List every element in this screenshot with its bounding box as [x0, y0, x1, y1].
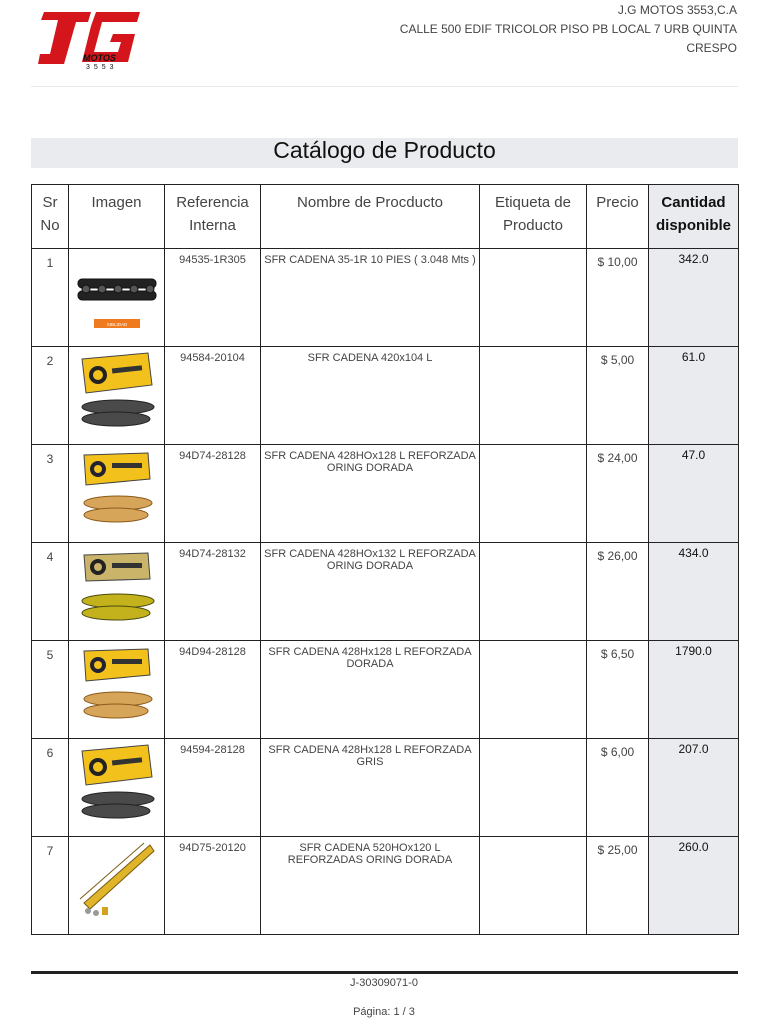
- row-qty: 207.0: [649, 739, 739, 837]
- company-info: [387, 1, 737, 58]
- table-row: [32, 445, 739, 543]
- footer-pagination: [0, 1006, 768, 1018]
- title-bar: [31, 138, 738, 168]
- row-image: [69, 249, 165, 347]
- table-row: [32, 837, 739, 935]
- page-title: Catálogo de Producto: [273, 137, 496, 163]
- row-ref: 94D74-28128: [165, 445, 261, 543]
- table-row: [32, 249, 739, 347]
- product-chain-box-image: [76, 645, 158, 725]
- row-qty: 47.0: [649, 445, 739, 543]
- footer-tax-id: J-30309071-0: [350, 977, 418, 989]
- row-price: $ 6,50: [587, 641, 649, 739]
- row-label: [480, 249, 587, 347]
- row-sr: 1: [32, 249, 69, 347]
- row-name: SFR CADENA 428Hx128 L REFORZADA DORADA: [261, 641, 480, 739]
- svg-text:3553: 3553: [86, 64, 118, 70]
- svg-text:SIBLIDAD: SIBLIDAD: [106, 322, 127, 327]
- row-name: SFR CADENA 428Hx128 L REFORZADA GRIS: [261, 739, 480, 837]
- row-image: [69, 739, 165, 837]
- company-address: CALLE 500 EDIF TRICOLOR PISO PB LOCAL 7 URB QUINTA CRESPO: [399, 22, 737, 55]
- product-chain-box-image: [76, 743, 158, 823]
- product-gold-chain-image: [76, 841, 158, 921]
- row-ref: 94594-28128: [165, 739, 261, 837]
- product-chain-box-image: [76, 351, 158, 431]
- row-price: $ 5,00: [587, 347, 649, 445]
- page-label: Página:: [353, 1006, 391, 1018]
- row-image: [69, 543, 165, 641]
- row-price: $ 24,00: [587, 445, 649, 543]
- company-logo: [36, 12, 142, 70]
- col-header-label: Etiqueta de Producto: [480, 185, 587, 249]
- row-label: [480, 445, 587, 543]
- product-chain-box-image: [76, 449, 158, 529]
- header-divider: [31, 86, 738, 87]
- row-label: [480, 543, 587, 641]
- row-price: $ 25,00: [587, 837, 649, 935]
- row-sr: 7: [32, 837, 69, 935]
- row-label: [480, 347, 587, 445]
- page-separator: /: [402, 1006, 406, 1018]
- row-sr: 3: [32, 445, 69, 543]
- row-image: [69, 347, 165, 445]
- footer-divider: [31, 971, 738, 974]
- row-name: SFR CADENA 520HOx120 L REFORZADAS ORING DORADA: [261, 837, 480, 935]
- row-price: $ 10,00: [587, 249, 649, 347]
- product-chain-image: [76, 253, 158, 333]
- col-header-price: Precio: [587, 185, 649, 249]
- row-label: [480, 641, 587, 739]
- row-ref: 94D74-28132: [165, 543, 261, 641]
- row-qty: 342.0: [649, 249, 739, 347]
- row-qty: 434.0: [649, 543, 739, 641]
- row-ref: 94584-20104: [165, 347, 261, 445]
- row-image: [69, 641, 165, 739]
- table-row: [32, 641, 739, 739]
- svg-text:MOTOS: MOTOS: [83, 53, 116, 63]
- row-price: $ 6,00: [587, 739, 649, 837]
- table-row: [32, 347, 739, 445]
- row-label: [480, 837, 587, 935]
- row-price: $ 26,00: [587, 543, 649, 641]
- row-image: [69, 837, 165, 935]
- page-current: 1: [393, 1006, 400, 1018]
- product-chain-box-image: [76, 547, 158, 627]
- col-header-ref: Referencia Interna: [165, 185, 261, 249]
- col-header-image: Imagen: [69, 185, 165, 249]
- row-qty: 61.0: [649, 347, 739, 445]
- row-qty: 260.0: [649, 837, 739, 935]
- row-name: SFR CADENA 428HOx128 L REFORZADA ORING DORADA: [261, 445, 480, 543]
- row-image: [69, 445, 165, 543]
- company-name: J.G MOTOS 3553,C.A: [617, 3, 737, 17]
- page-total: 3: [408, 1006, 415, 1018]
- col-header-name: Nombre de Procducto: [261, 185, 480, 249]
- row-sr: 4: [32, 543, 69, 641]
- row-label: [480, 739, 587, 837]
- table-row: [32, 543, 739, 641]
- row-name: SFR CADENA 35-1R 10 PIES ( 3.048 Mts ): [261, 249, 480, 347]
- row-name: SFR CADENA 420x104 L: [261, 347, 480, 445]
- row-ref: 94535-1R305: [165, 249, 261, 347]
- product-catalog-table: [31, 184, 739, 935]
- col-header-qty: Cantidad disponible: [649, 185, 739, 249]
- row-qty: 1790.0: [649, 641, 739, 739]
- row-ref: 94D94-28128: [165, 641, 261, 739]
- row-sr: 6: [32, 739, 69, 837]
- col-header-sr: Sr No: [32, 185, 69, 249]
- table-header-row: [32, 185, 739, 249]
- row-ref: 94D75-20120: [165, 837, 261, 935]
- row-sr: 2: [32, 347, 69, 445]
- row-sr: 5: [32, 641, 69, 739]
- row-name: SFR CADENA 428HOx132 L REFORZADA ORING DORADA: [261, 543, 480, 641]
- table-row: [32, 739, 739, 837]
